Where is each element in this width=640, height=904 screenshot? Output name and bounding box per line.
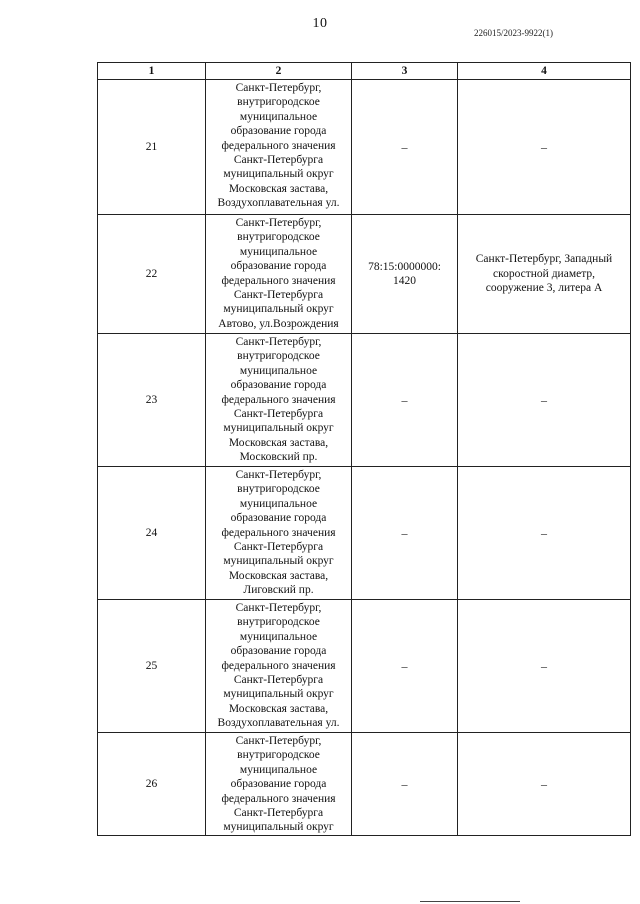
cadastral-number-cell-line: –	[401, 658, 408, 673]
location-cell	[206, 467, 352, 600]
location-cell-line: образование города	[230, 512, 327, 525]
location-cell-line: внутригородское	[237, 616, 320, 629]
location-cell-line: федерального значения	[221, 393, 336, 406]
address-cell	[458, 600, 631, 733]
location-cell	[206, 733, 352, 836]
location-cell-line: федерального значения	[221, 139, 336, 152]
address-cell-line: –	[541, 658, 547, 673]
location-cell-line: федерального значения	[221, 792, 336, 805]
location-cell-line: Лиговский пр.	[243, 584, 314, 597]
location-cell-line: муниципальное	[239, 245, 318, 258]
location-cell-line: Санкт-Петербурга	[233, 541, 324, 554]
row-number-cell: 26	[98, 733, 206, 836]
row-number-cell: 25	[98, 600, 206, 733]
row-number-cell: 24	[98, 467, 206, 600]
address-cell	[458, 80, 631, 215]
address-cell-line: скоростной диаметр,	[493, 267, 595, 280]
location-cell-line: муниципальный округ	[223, 688, 334, 701]
location-cell-line: внутригородское	[237, 483, 320, 496]
location-cell-line: образование города	[230, 645, 327, 658]
location-cell-line: муниципальное	[239, 630, 318, 643]
cadastral-number-cell	[352, 600, 458, 733]
location-cell-line: внутригородское	[237, 350, 320, 363]
location-cell	[206, 80, 352, 215]
location-cell-line: Санкт-Петербурга	[233, 807, 324, 820]
table-row	[98, 467, 631, 600]
location-cell-line: муниципальное	[239, 364, 318, 377]
cadastral-number-cell-line: 1420	[393, 275, 416, 287]
address-cell-line: –	[541, 392, 547, 407]
cadastral-number-cell-line: –	[401, 392, 408, 407]
location-cell-line: муниципальный округ	[223, 821, 334, 834]
location-cell-line: внутригородское	[237, 231, 320, 244]
location-cell-line: Московская застава,	[228, 569, 329, 582]
location-cell-line: Воздухоплавательная ул.	[217, 717, 340, 730]
location-cell-line: федерального значения	[221, 526, 336, 539]
location-cell-line: Санкт-Петербурга	[233, 674, 324, 687]
table-row	[98, 334, 631, 467]
register-table	[97, 62, 631, 836]
address-cell-line: сооружение 3, литера А	[485, 282, 603, 295]
location-cell-line: муниципальный округ	[223, 422, 334, 435]
cadastral-number-cell-line: –	[401, 525, 408, 540]
address-cell-line: –	[541, 776, 547, 791]
location-cell-line: образование города	[230, 260, 327, 273]
location-cell-line: Санкт-Петербург,	[235, 82, 322, 94]
document-code: 226015/2023-9922(1)	[474, 28, 553, 38]
location-cell-line: Московский пр.	[239, 451, 318, 464]
row-number-cell: 23	[98, 334, 206, 467]
location-cell-line: муниципальный округ	[223, 555, 334, 568]
address-cell-line: Санкт-Петербург, Западный	[475, 253, 613, 266]
location-cell-line: Санкт-Петербург,	[235, 336, 322, 348]
table-row	[98, 215, 631, 334]
cadastral-number-cell-line: 78:15:0000000:	[368, 260, 441, 273]
location-cell-line: муниципальный округ	[223, 168, 334, 181]
location-cell-line: внутригородское	[237, 749, 320, 762]
location-cell	[206, 215, 352, 334]
location-cell-line: Московская застава,	[228, 702, 329, 715]
address-cell-line: –	[541, 525, 547, 540]
page-number: 10	[312, 16, 328, 31]
address-cell-line: –	[541, 139, 547, 154]
header-row	[98, 63, 631, 80]
location-cell-line: Санкт-Петербурга	[233, 154, 324, 167]
location-cell-line: Санкт-Петербург,	[235, 217, 322, 229]
location-cell-line: образование города	[230, 125, 327, 138]
location-cell-line: Автово, ул.Возрождения	[218, 317, 339, 330]
location-cell-line: муниципальное	[239, 763, 318, 776]
location-cell-line: федерального значения	[221, 274, 336, 287]
location-cell-line: муниципальное	[239, 497, 318, 510]
location-cell-line: Воздухоплавательная ул.	[217, 197, 340, 210]
column-header-2: 2	[206, 63, 352, 80]
address-cell	[458, 215, 631, 334]
column-header-1: 1	[98, 63, 206, 80]
cadastral-number-cell-line: –	[401, 776, 408, 791]
location-cell	[206, 600, 352, 733]
location-cell-line: Санкт-Петербург,	[235, 735, 322, 747]
location-cell-line: образование города	[230, 778, 327, 791]
table-row	[98, 600, 631, 733]
row-number-cell: 22	[98, 215, 206, 334]
location-cell	[206, 334, 352, 467]
location-cell-line: муниципальное	[239, 110, 318, 123]
address-cell	[458, 733, 631, 836]
cadastral-number-cell	[352, 80, 458, 215]
column-header-3: 3	[352, 63, 458, 80]
table-row	[98, 733, 631, 836]
location-cell-line: Санкт-Петербурга	[233, 408, 324, 421]
cadastral-number-cell	[352, 334, 458, 467]
address-cell	[458, 467, 631, 600]
cadastral-number-cell	[352, 467, 458, 600]
address-cell	[458, 334, 631, 467]
location-cell-line: внутригородское	[237, 96, 320, 109]
location-cell-line: Московская застава,	[228, 182, 329, 195]
location-cell-line: образование города	[230, 379, 327, 392]
column-header-4: 4	[458, 63, 631, 80]
location-cell-line: федерального значения	[221, 659, 336, 672]
location-cell-line: Московская застава,	[228, 436, 329, 449]
cadastral-number-cell	[352, 215, 458, 334]
footer-line	[420, 901, 520, 902]
location-cell-line: Санкт-Петербург,	[235, 602, 322, 614]
row-number-cell: 21	[98, 80, 206, 215]
cadastral-number-cell	[352, 733, 458, 836]
location-cell-line: Санкт-Петербург,	[235, 469, 322, 481]
location-cell-line: муниципальный округ	[223, 303, 334, 316]
cadastral-number-cell-line: –	[401, 139, 408, 154]
location-cell-line: Санкт-Петербурга	[233, 289, 324, 302]
table-row	[98, 80, 631, 215]
